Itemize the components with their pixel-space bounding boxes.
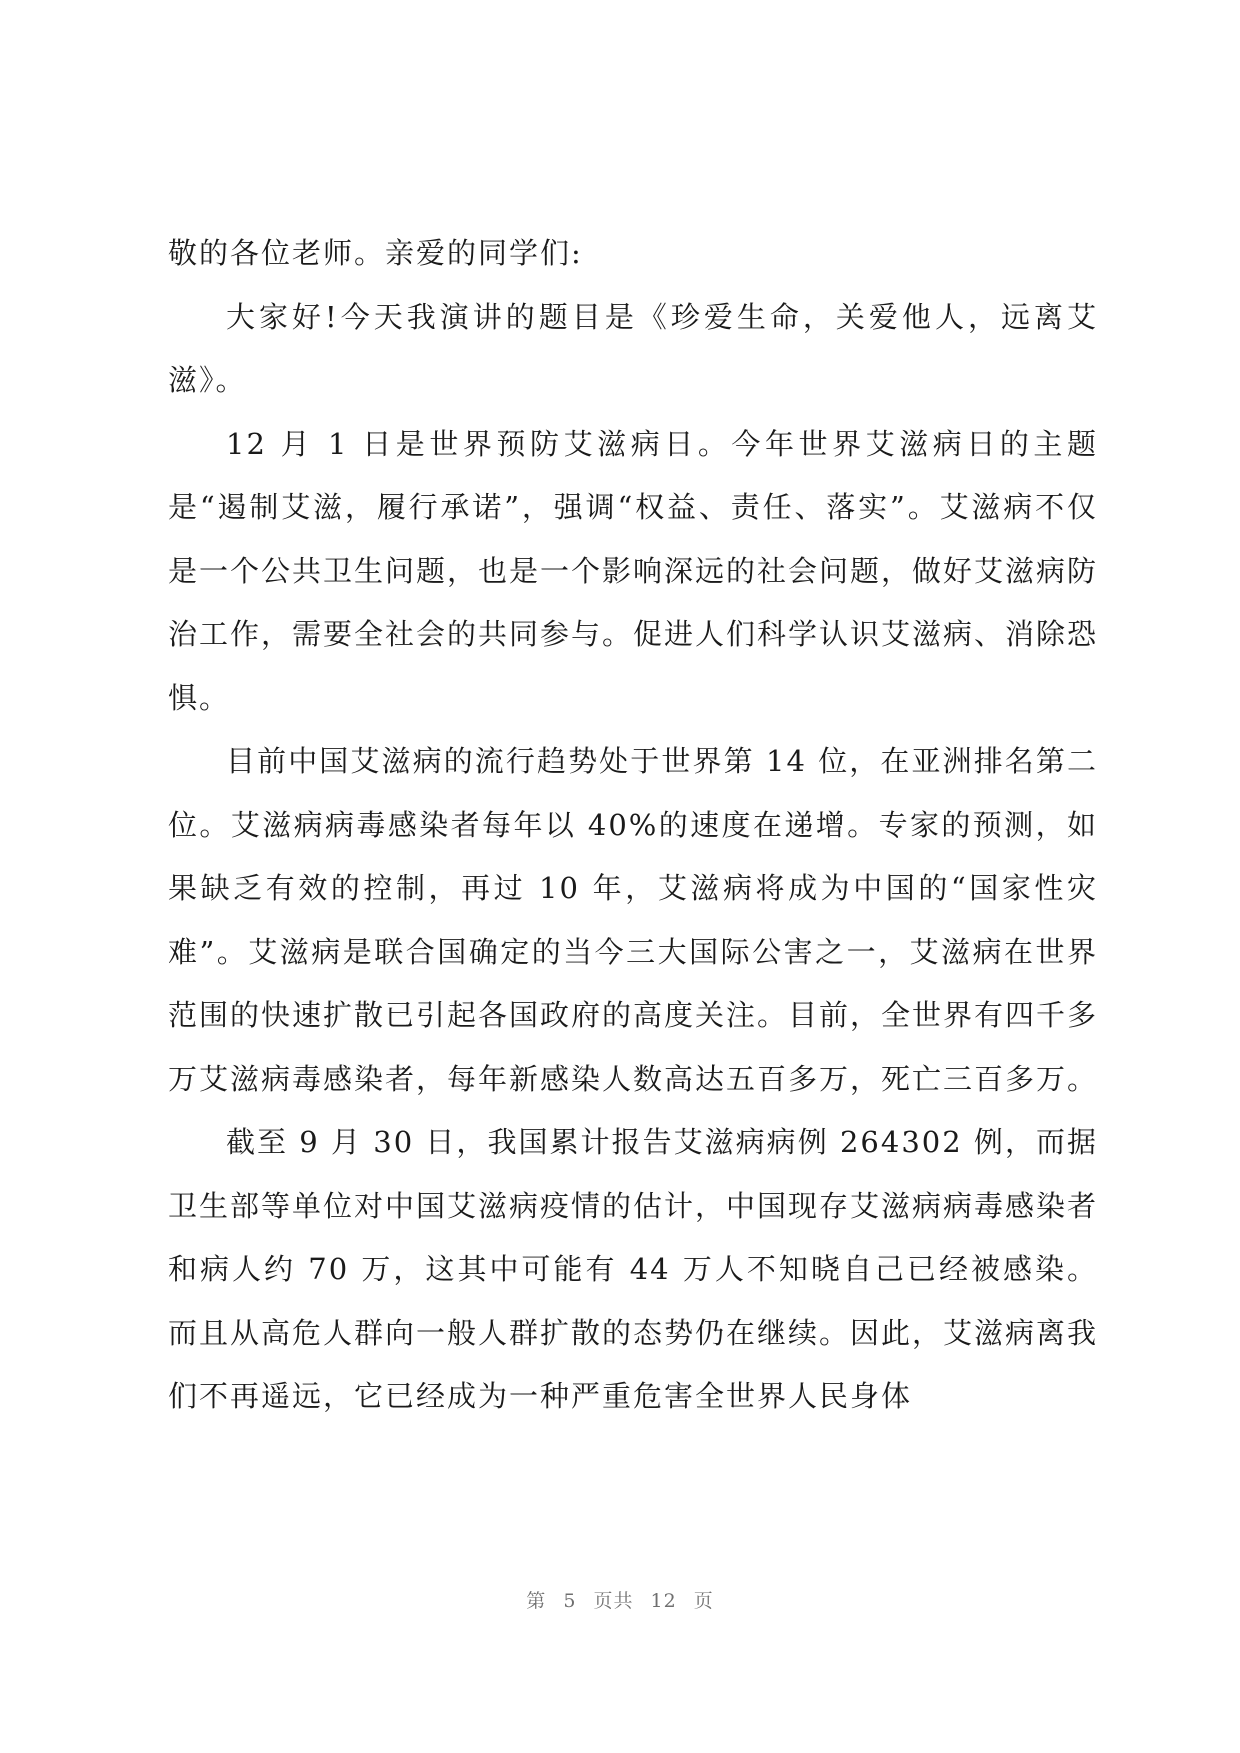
paragraph-greeting: 敬的各位老师。亲爱的同学们:: [168, 236, 583, 270]
paragraph-china-trend: 目前中国艾滋病的流行趋势处于世界第 14 位，在亚洲排名第二位。艾滋病病毒感染者每年以 40%的速度在递增。专家的预测，如果缺乏有效的控制，再过 10 年，艾滋病将成为中国的“国家性灾难”。艾滋病是联合国确定的当今三大国际公害之一，艾滋病在世界范围的快速扩散已引起各国政府的高度关注。目前，全世界有四千多万艾滋病毒感染者，每年新感染人数高达五百多万，死亡三百多万。: [168, 744, 1099, 1096]
page-footer: 第 5 页共 12 页: [526, 1590, 714, 1612]
paragraph-speech-title: 大家好!今天我演讲的题目是《珍爱生命，关爱他人，远离艾滋》。: [168, 299, 1098, 397]
paragraph-case-statistics: 截至 9 月 30 日，我国累计报告艾滋病病例 264302 例，而据卫生部等单位对中国艾滋病疫情的估计，中国现存艾滋病病毒感染者和病人约 70 万，这其中可能有 44 万人不知晓自己已经被感染。而且从高危人群向一般人群扩散的态势仍在继续。因此，艾滋病离我们不再遥远，它已经成为一种严重危害全世界人民身体: [168, 1125, 1099, 1413]
document-body: [168, 222, 1098, 1429]
paragraph-world-aids-day: 12 月 1 日是世界预防艾滋病日。今年世界艾滋病日的主题是“遏制艾滋，履行承诺”，强调“权益、责任、落实”。艾滋病不仅是一个公共卫生问题，也是一个影响深远的社会问题，做好艾滋病防治工作，需要全社会的共同参与。促进人们科学认识艾滋病、消除恐惧。: [168, 426, 1099, 715]
